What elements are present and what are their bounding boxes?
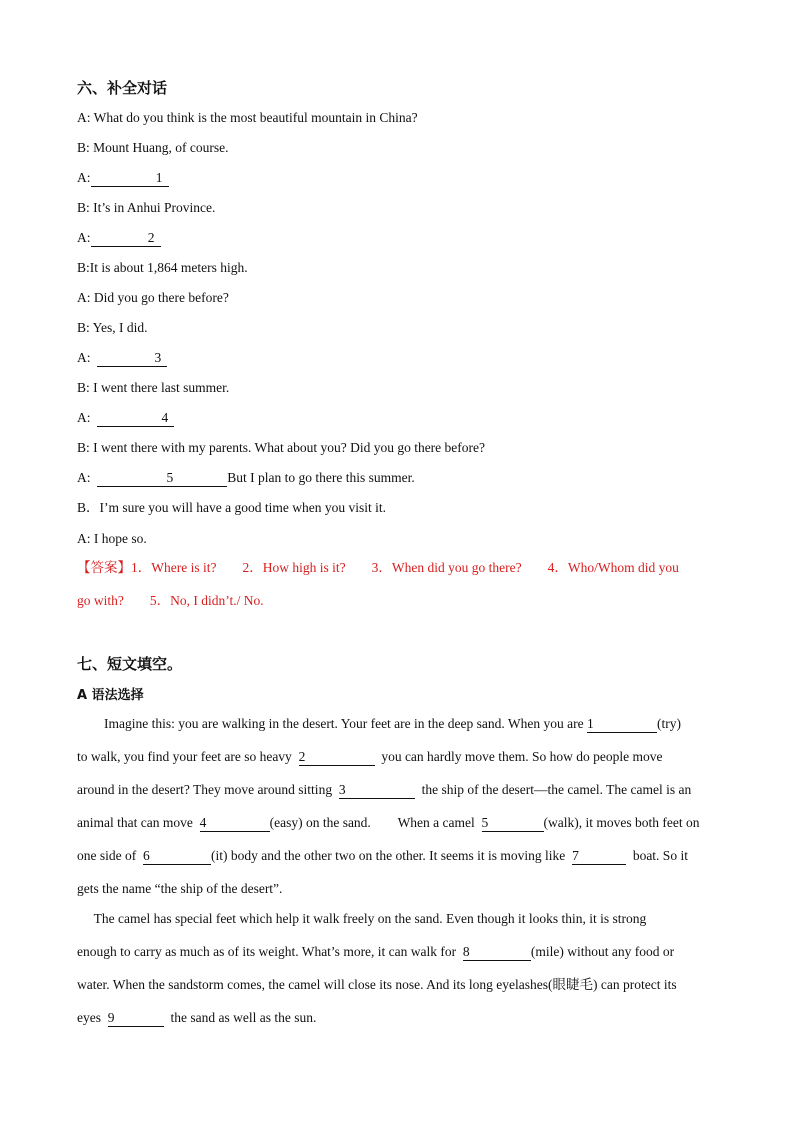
dialogue-text: Mount Huang, of course. bbox=[89, 140, 229, 155]
passage-paragraph-2 bbox=[77, 909, 727, 1041]
passage-text: the sand as well as the sun. bbox=[163, 1010, 317, 1025]
dialogue-line bbox=[77, 228, 161, 248]
passage-line bbox=[77, 813, 727, 846]
passage-text: one side of bbox=[77, 848, 143, 863]
passage-text: water. When the sandstorm comes, the camel will close its nose. And its long eyelashes(眼睫毛) can protect its bbox=[77, 977, 677, 992]
dialogue-text: Yes, I did. bbox=[89, 320, 148, 335]
blank-number: 3 bbox=[338, 782, 346, 797]
passage-blank-5[interactable] bbox=[482, 815, 544, 832]
blank-number: 2 bbox=[147, 230, 155, 245]
passage-blank-7[interactable] bbox=[572, 848, 626, 865]
answer-line-2 bbox=[77, 591, 264, 611]
passage-line bbox=[77, 1008, 727, 1041]
passage-blank-6[interactable] bbox=[143, 848, 211, 865]
dialogue-line bbox=[77, 498, 386, 518]
answer-item-5: 5．No, I didn’t./ No. bbox=[149, 593, 264, 608]
dialogue-text: It’s in Anhui Province. bbox=[89, 200, 216, 215]
speaker-label: B: bbox=[77, 320, 90, 335]
blank-number: 8 bbox=[462, 944, 470, 959]
passage-line bbox=[77, 714, 727, 747]
speaker-label: B: bbox=[77, 260, 90, 275]
answer-blank-5[interactable] bbox=[97, 470, 227, 487]
dialogue-line bbox=[77, 108, 418, 128]
blank-number: 1 bbox=[586, 716, 594, 731]
blank-number: 1 bbox=[155, 170, 163, 185]
speaker-label: A: bbox=[77, 350, 91, 365]
dialogue-text: I’m sure you will have a good time when you visit it. bbox=[99, 500, 386, 515]
blank-number: 5 bbox=[166, 470, 174, 485]
passage-line bbox=[77, 909, 727, 942]
dialogue-text: But I plan to go there this summer. bbox=[227, 470, 415, 485]
passage-blank-3[interactable] bbox=[339, 782, 415, 799]
dialogue-text: What do you think is the most beautiful mountain in China? bbox=[90, 110, 418, 125]
blank-number: 4 bbox=[161, 410, 169, 425]
blank-number: 5 bbox=[481, 815, 489, 830]
speaker-label: A: bbox=[77, 170, 91, 185]
speaker-label: B: bbox=[77, 440, 90, 455]
answer-item-4-cont: go with? bbox=[77, 593, 124, 608]
passage-line bbox=[77, 747, 727, 780]
answer-line-1 bbox=[77, 558, 679, 578]
passage-text: (mile) without any food or bbox=[530, 944, 675, 959]
passage-text: The camel has special feet which help it walk freely on the sand. Even though it looks thin, it is strong bbox=[77, 911, 647, 926]
passage-text: (walk), it moves both feet on bbox=[543, 815, 700, 830]
dialogue-line bbox=[77, 258, 248, 278]
passage-line bbox=[77, 879, 727, 912]
speaker-label: A: bbox=[77, 230, 91, 245]
blank-number: 3 bbox=[154, 350, 162, 365]
answer-label: 【答案】 bbox=[77, 560, 131, 575]
passage-line bbox=[77, 975, 727, 1008]
dialogue-text: Did you go there before? bbox=[90, 290, 229, 305]
section-7-subtitle: A 语法选择 bbox=[77, 688, 144, 703]
passage-text: boat. So it bbox=[626, 848, 688, 863]
passage-blank-2[interactable] bbox=[299, 749, 375, 766]
blank-number: 7 bbox=[572, 848, 579, 863]
passage-text: you can hardly move them. So how do people move bbox=[374, 749, 663, 764]
passage-text: (easy) on the sand. When a camel bbox=[269, 815, 482, 830]
passage-line bbox=[77, 846, 727, 879]
answer-blank-3[interactable] bbox=[97, 350, 167, 367]
speaker-label: A: bbox=[77, 470, 91, 485]
blank-number: 6 bbox=[142, 848, 150, 863]
answer-item-1: 1．Where is it? bbox=[131, 560, 217, 575]
passage-text: around in the desert? They move around sitting bbox=[77, 782, 339, 797]
speaker-label: B． bbox=[77, 500, 100, 515]
passage-line bbox=[77, 942, 727, 975]
blank-number: 2 bbox=[298, 749, 306, 764]
passage-text: eyes bbox=[77, 1010, 108, 1025]
passage-text: animal that can move bbox=[77, 815, 200, 830]
dialogue-text: I hope so. bbox=[90, 531, 147, 546]
passage-text: Imagine this: you are walking in the desert. Your feet are in the deep sand. When you are bbox=[77, 716, 587, 731]
passage-text: to walk, you find your feet are so heavy bbox=[77, 749, 299, 764]
speaker-label: B: bbox=[77, 200, 90, 215]
dialogue-line bbox=[77, 318, 148, 338]
answer-blank-4[interactable] bbox=[97, 410, 174, 427]
dialogue-text: I went there last summer. bbox=[89, 380, 230, 395]
dialogue-line bbox=[77, 288, 229, 308]
dialogue-line bbox=[77, 468, 415, 488]
dialogue-line bbox=[77, 348, 167, 368]
passage-text: the ship of the desert—the camel. The camel is an bbox=[414, 782, 692, 797]
passage-text: (it) body and the other two on the other. It seems it is moving like bbox=[210, 848, 573, 863]
speaker-label: A: bbox=[77, 531, 91, 546]
blank-number: 4 bbox=[199, 815, 207, 830]
passage-text: (try) bbox=[656, 716, 681, 731]
dialogue-text: It is about 1,864 meters high. bbox=[89, 260, 248, 275]
passage-blank-9[interactable] bbox=[108, 1010, 164, 1027]
passage-blank-8[interactable] bbox=[463, 944, 531, 961]
answer-blank-1[interactable] bbox=[91, 170, 169, 187]
blank-number: 9 bbox=[107, 1010, 115, 1025]
passage-line bbox=[77, 780, 727, 813]
answer-item-4: 4．Who/Whom did you bbox=[547, 560, 679, 575]
speaker-label: B: bbox=[77, 140, 90, 155]
section-7-title: 七、短文填空。 bbox=[77, 655, 183, 673]
speaker-label: A: bbox=[77, 410, 91, 425]
dialogue-line bbox=[77, 378, 229, 398]
passage-paragraph-1 bbox=[77, 714, 727, 912]
dialogue-line bbox=[77, 138, 229, 158]
dialogue-line bbox=[77, 168, 169, 188]
dialogue-line bbox=[77, 438, 485, 458]
speaker-label: A: bbox=[77, 110, 91, 125]
speaker-label: A: bbox=[77, 290, 91, 305]
dialogue-line bbox=[77, 198, 215, 218]
dialogue-text: I went there with my parents. What about you? Did you go there before? bbox=[89, 440, 486, 455]
passage-text: enough to carry as much as of its weight. What’s more, it can walk for bbox=[77, 944, 463, 959]
answer-item-2: 2．How high is it? bbox=[242, 560, 346, 575]
answer-blank-2[interactable] bbox=[91, 230, 161, 247]
section-6-title: 六、补全对话 bbox=[77, 79, 168, 97]
dialogue-line bbox=[77, 529, 147, 549]
passage-blank-1[interactable] bbox=[587, 716, 657, 733]
speaker-label: B: bbox=[77, 380, 90, 395]
passage-blank-4[interactable] bbox=[200, 815, 270, 832]
dialogue-line bbox=[77, 408, 174, 428]
answer-item-3: 3．When did you go there? bbox=[371, 560, 522, 575]
passage-text: gets the name “the ship of the desert”. bbox=[77, 881, 283, 896]
